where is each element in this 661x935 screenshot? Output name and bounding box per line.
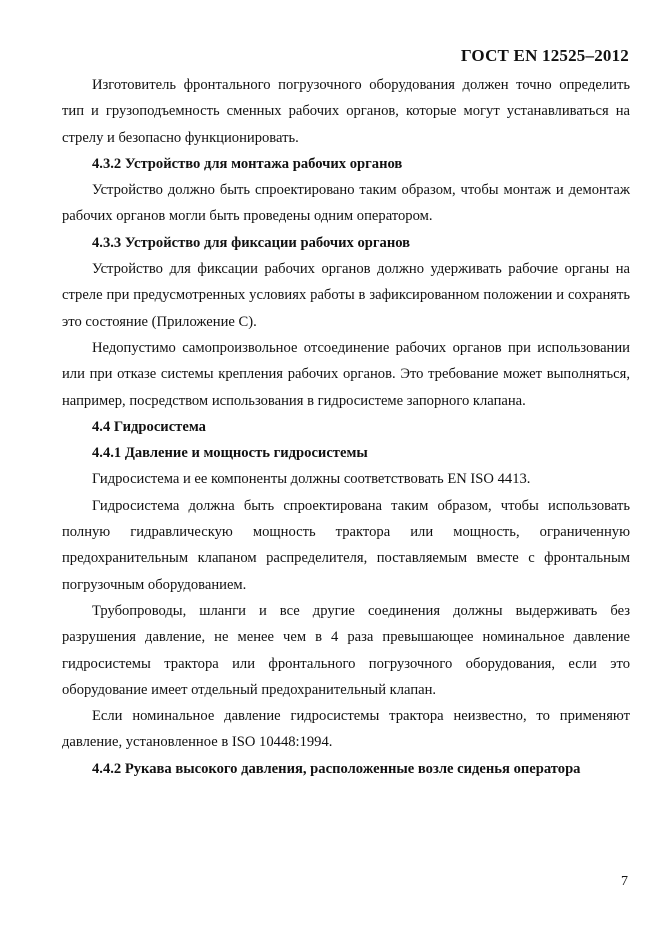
heading-4-3-2: 4.3.2 Устройство для монтажа рабочих органов	[92, 155, 403, 172]
heading-4-3-3: 4.3.3 Устройство для фиксации рабочих органов	[92, 234, 411, 251]
heading-4-4-2: 4.4.2 Рукава высокого давления, расположенные возле сиденья оператора	[92, 760, 581, 777]
heading-4-4: 4.4 Гидросистема	[92, 418, 206, 435]
document-body	[62, 72, 630, 782]
paragraph-locking-device: Устройство для фиксации рабочих органов должно удерживать рабочие органы на стреле при предусмотренных условиях работы в зафиксированном положении и сохранять это состояние (Приложение С).	[62, 261, 630, 330]
paragraph-manufacturer: Изготовитель фронтального погрузочного оборудования должен точно определить тип и грузоподъемность сменных рабочих органов, которые могут устанавливаться на стрелу и безопасно функционировать.	[62, 77, 630, 146]
paragraph-pipes-pressure: Трубопроводы, шланги и все другие соединения должны выдерживать без разрушения давление, не менее чем в 4 раза превышающее номинальное давление гидросистемы трактора или фронтального погрузочного оборудования, если это оборудование имеет отдельный предохранительный клапан.	[62, 602, 630, 698]
paragraph-unknown-pressure: Если номинальное давление гидросистемы трактора неизвестно, то применяют давление, установленное в ISO 10448:1994.	[62, 708, 630, 751]
heading-4-4-1: 4.4.1 Давление и мощность гидросистемы	[92, 445, 368, 462]
paragraph-hydraulic-power: Гидросистема должна быть спроектирована таким образом, чтобы использовать полную гидравлическую мощность трактора или мощность, ограниченную предохранительным клапаном распределителя, поставляемым вместе с фронтальным погрузочным оборудованием.	[62, 497, 630, 593]
paragraph-iso-4413: Гидросистема и ее компоненты должны соответствовать EN ISO 4413.	[92, 471, 531, 488]
page-number: 7	[621, 874, 628, 889]
paragraph-disconnection: Недопустимо самопроизвольное отсоединение рабочих органов при использовании или при отказе системы крепления рабочих органов. Это требование может выполняться, например, посредством использования в гидросистеме запорного клапана.	[62, 339, 630, 409]
document-code-header: ГОСТ EN 12525–2012	[460, 46, 629, 65]
paragraph-mounting-device: Устройство должно быть спроектировано таким образом, чтобы монтаж и демонтаж рабочих органов могли быть проведены одним оператором.	[62, 182, 630, 225]
